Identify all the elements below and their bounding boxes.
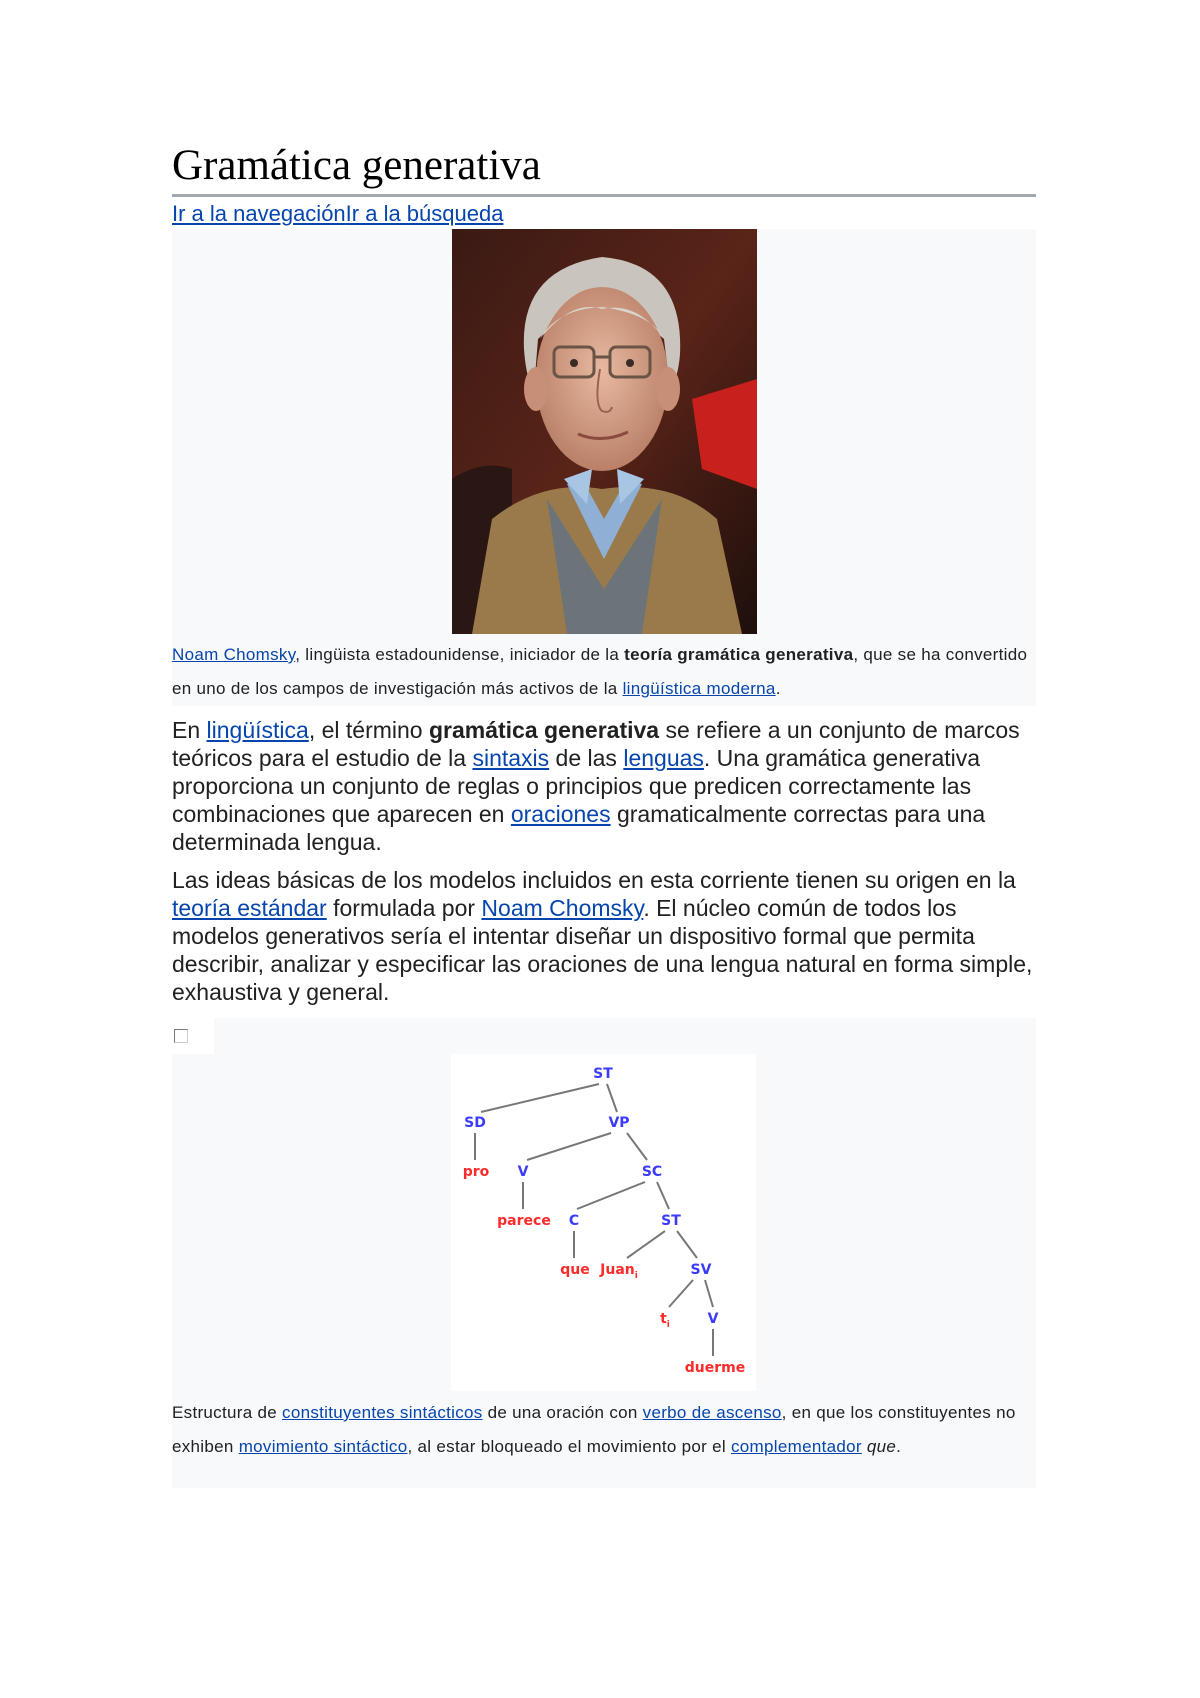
noam-chomsky-link[interactable]: Noam Chomsky <box>172 645 296 664</box>
node-sv: SV <box>690 1262 712 1278</box>
chomsky-figure <box>172 229 1036 706</box>
node-v-2: V <box>707 1311 719 1327</box>
lenguas-link[interactable]: lenguas <box>623 745 704 771</box>
tree-branch-10 <box>677 1231 697 1258</box>
syntax-tree-caption: Estructura de constituyentes sintácticos de una oración con verbo de ascenso, en que los constituyentes no exhiben movimiento sintáctico, al estar bloqueado el movimiento por el complementador que. <box>172 1403 1016 1456</box>
paragraph-ideas: Las ideas básicas de los modelos incluidos en esta corriente tienen su origen en la teoría estándar formulada por Noam Chomsky. El núcleo común de todos los modelos generativos sería el intentar diseñar un dispositivo formal que permita describir, analizar y especificar las oraciones de una lengua natural en forma simple, exhaustiva y general. <box>172 867 1033 1005</box>
node-sd: SD <box>464 1115 486 1131</box>
sintaxis-link[interactable]: sintaxis <box>472 745 550 771</box>
tree-branch-4 <box>627 1133 647 1160</box>
node-pro: pro <box>462 1164 490 1180</box>
page-title: Gramática generativa <box>172 140 1036 197</box>
chomsky-caption: Noam Chomsky, lingüista estadounidense, iniciador de la teoría gramática generativa, que se ha convertido en uno de los campos de investigación más activos de la lingüística moderna. <box>172 645 1028 698</box>
verbo-de-ascenso-link[interactable]: verbo de ascenso <box>642 1403 782 1422</box>
syntax-tree-figure <box>172 1018 1036 1488</box>
jump-to-navigation-link[interactable]: Ir a la navegación <box>172 201 346 226</box>
constituyentes-sintacticos-link[interactable]: constituyentes sintácticos <box>282 1403 483 1422</box>
movimiento-sintactico-link[interactable]: movimiento sintáctico <box>238 1437 408 1456</box>
linguistica-link[interactable]: lingüística <box>206 717 309 743</box>
article <box>172 140 1036 1488</box>
node-st-2: ST <box>661 1213 681 1229</box>
oraciones-link[interactable]: oraciones <box>510 801 611 827</box>
tree-branch-3 <box>527 1133 611 1160</box>
paragraph-intro: En lingüística, el término gramática generativa se refiere a un conjunto de marcos teóricos para el estudio de la sintaxis de las lenguas. Una gramática generativa proporciona un conjunto de reglas o principios que predicen correctamente las combinaciones que aparecen en oraciones gramaticalmente correctas para una determinada lengua. <box>172 717 1020 855</box>
chomsky-photo[interactable] <box>452 229 757 634</box>
jump-links <box>172 199 1036 229</box>
tree-branch-12 <box>705 1280 713 1307</box>
syntax-tree-diagram[interactable] <box>451 1054 756 1391</box>
broken-image-icon <box>174 1029 188 1043</box>
jump-to-search-link[interactable]: Ir a la búsqueda <box>345 201 504 226</box>
node-sc: SC <box>641 1164 663 1180</box>
tree-branch-11 <box>669 1280 693 1307</box>
node-st: ST <box>593 1066 613 1082</box>
node-juan: Juan$_i$ <box>600 1262 638 1281</box>
node-que: que <box>560 1262 590 1278</box>
tree-branch-6 <box>577 1182 645 1209</box>
node-duerme: duerme <box>684 1360 746 1376</box>
node-trace: $t_i$ <box>660 1311 670 1330</box>
teoria-estandar-link[interactable]: teoría estándar <box>172 895 327 921</box>
noam-chomsky-link-2[interactable]: Noam Chomsky <box>481 895 644 921</box>
linguistica-moderna-link[interactable]: lingüística moderna <box>622 679 776 698</box>
tree-branch-1 <box>607 1084 617 1112</box>
node-c: C <box>568 1213 580 1229</box>
tree-branch-0 <box>481 1084 599 1112</box>
tree-branch-9 <box>627 1231 665 1258</box>
node-v: V <box>517 1164 529 1180</box>
node-parece: parece <box>497 1213 551 1229</box>
broken-image-placeholder[interactable] <box>172 1018 214 1054</box>
tree-branch-7 <box>657 1182 669 1209</box>
node-vp: VP <box>608 1115 630 1131</box>
complementador-link[interactable]: complementador <box>731 1437 862 1456</box>
